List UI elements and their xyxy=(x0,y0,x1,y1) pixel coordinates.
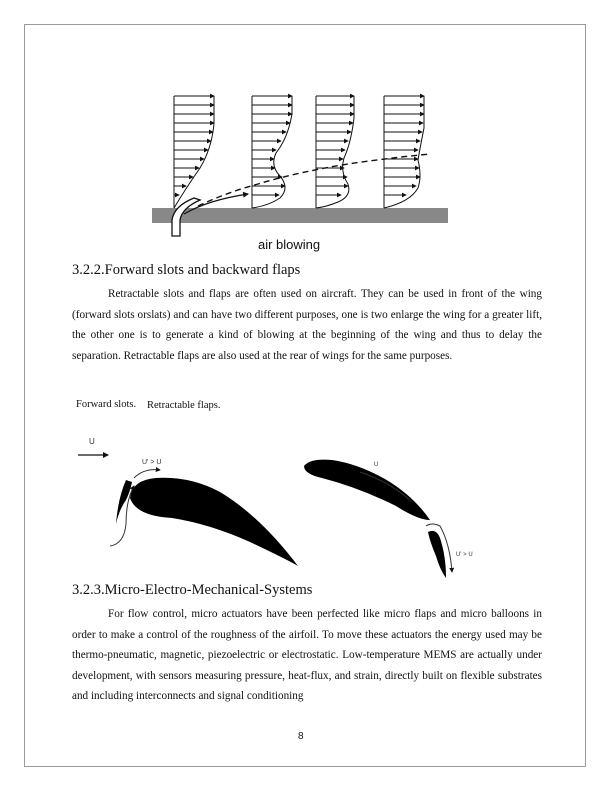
slots-and-flaps-figure xyxy=(60,420,510,582)
velocity-profile-2 xyxy=(252,96,292,208)
u-prime-label-right: U' > U xyxy=(456,552,473,558)
section-heading-3-2-2: 3.2.2.Forward slots and backward flaps xyxy=(72,262,301,278)
paragraph-text: For flow control, micro actuators have been perfected like micro flaps and micro balloons in order to make a control of the roughness of the airfoil. To move these actuators the energy used may be thermo-pneumatic, magnetic, piezoelectric or electrostatic. Low-temperature MEMS are actually under development, with sensors measuring pressure, heat-flux, and strain, directly built on flexible substrates and including interconnects and signal conditioning xyxy=(72,608,542,702)
page-number: 8 xyxy=(298,731,304,742)
boundary-layer-edge xyxy=(198,154,430,206)
airfoil-left xyxy=(130,478,298,566)
air-blowing-figure xyxy=(148,88,458,256)
velocity-profile-1 xyxy=(174,96,214,208)
u-label-right: U xyxy=(374,462,379,468)
retractable-flaps-label: Retractable flaps. xyxy=(147,400,221,411)
paragraph-text: Retractable slots and flaps are often used on aircraft. They can be used in front of the wing (forward slots orslats) and can have two different purposes, one is two enlarge the wing for a greater lift, the other one is to generate a kind of blowing at the beginning of the wing and thus to delay the separation. Retractable flaps are also used at the rear of wings for the same purposes. xyxy=(72,288,542,362)
section-paragraph-3-2-3 xyxy=(72,604,542,707)
velocity-profile-3 xyxy=(316,96,354,208)
velocity-profile-4 xyxy=(384,96,424,208)
section-heading-3-2-3: 3.2.3.Micro-Electro-Mechanical-Systems xyxy=(72,582,313,598)
air-blowing-caption: air blowing xyxy=(258,237,321,252)
freestream-u-label: U xyxy=(89,437,95,446)
upper-flow-arrow-left xyxy=(134,470,160,478)
flap-right xyxy=(428,531,446,578)
airfoil-right xyxy=(304,460,430,520)
wall-surface xyxy=(152,208,448,223)
section-paragraph-3-2-2 xyxy=(72,284,542,366)
forward-slots-label: Forward slots. xyxy=(76,399,137,410)
u-prime-label-left: U' > U xyxy=(142,459,162,466)
slat-left xyxy=(116,480,132,524)
